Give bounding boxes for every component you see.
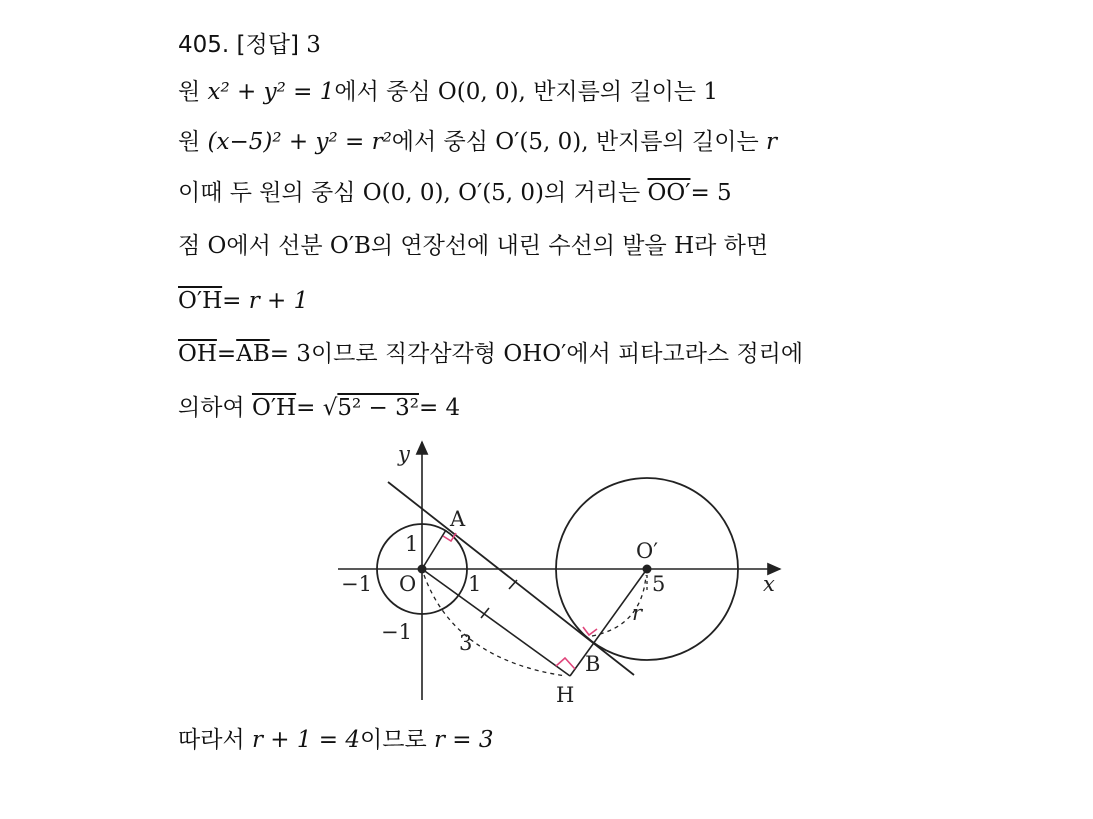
text: 원 xyxy=(178,129,201,155)
center-coordinate: O′(5, 0) xyxy=(458,180,545,206)
label-three: 3 xyxy=(459,631,473,655)
text: 에서 선분 xyxy=(226,233,323,259)
label-o: O xyxy=(399,572,417,596)
dashed-arc-3 xyxy=(424,575,566,676)
segment-label: $\overline{AB}$ xyxy=(236,341,270,367)
text: 이때 두 원의 중심 xyxy=(178,180,356,206)
equation: = r + 1 xyxy=(222,288,309,314)
segment-label: $\overline{OH}$ xyxy=(178,341,217,367)
label-one-x: 1 xyxy=(468,572,482,596)
text: 에서 중심 xyxy=(334,79,431,105)
segment-label: O′B xyxy=(329,233,371,259)
segment-label: O′H xyxy=(251,395,297,421)
text: 의 거리는 xyxy=(544,180,641,206)
text: 원 xyxy=(178,79,201,105)
result-value: = 4 xyxy=(418,395,461,421)
right-angle-b xyxy=(583,627,597,635)
label-neg-one-x: −1 xyxy=(341,572,372,596)
y-axis-label: y xyxy=(398,442,410,466)
center-coordinate: O′(5, 0), xyxy=(495,129,589,155)
text: 이므로 직각삼각형 xyxy=(310,341,496,367)
equation: r + 1 = 4 xyxy=(251,727,361,753)
final-answer: r = 3 xyxy=(434,727,494,753)
label-b: B xyxy=(585,652,601,676)
problem-number: 405. xyxy=(178,32,230,58)
label-a: A xyxy=(450,507,466,531)
point-o xyxy=(418,565,427,574)
label-h: H xyxy=(556,683,575,707)
text: 반지름의 길이는 xyxy=(595,129,759,155)
text: 의하여 xyxy=(178,395,245,421)
equals: = xyxy=(296,395,316,421)
label-r: r xyxy=(632,601,643,625)
text: 따라서 xyxy=(178,727,245,753)
segment-label: O′H xyxy=(178,288,223,314)
text: 반지름의 길이는 xyxy=(533,79,697,105)
answer-label: [정답] xyxy=(236,32,299,58)
radicand: 5² − 3² xyxy=(337,395,419,421)
segment-value: = 3 xyxy=(269,341,311,367)
text: 라 하면 xyxy=(694,233,769,259)
text: 이므로 xyxy=(360,727,427,753)
center-coordinate: O(0, 0), xyxy=(362,180,451,206)
point-label: O xyxy=(207,233,227,259)
label-five: 5 xyxy=(652,572,666,596)
point-o-prime xyxy=(643,565,652,574)
triangle-label: OHO′ xyxy=(503,341,567,367)
equal-tick-ab xyxy=(509,580,517,589)
label-one-y: 1 xyxy=(405,532,419,556)
label-o-prime: O′ xyxy=(636,539,658,563)
x-axis-label: x xyxy=(763,572,775,596)
sqrt-expression: √5² − 3² xyxy=(322,395,419,421)
circle-equation: x² + y² = 1 xyxy=(207,79,335,105)
segment-label: OO′ xyxy=(647,180,691,206)
text: 점 xyxy=(178,233,201,259)
text: 에서 중심 xyxy=(391,129,488,155)
label-neg-one-y: −1 xyxy=(381,620,412,644)
text: 에서 피타고라스 정리에 xyxy=(566,341,804,367)
text: 의 연장선에 내린 수선의 발을 xyxy=(370,233,667,259)
segment-oa xyxy=(422,530,446,569)
point-label: H xyxy=(674,233,695,259)
circle-equation: (x−5)² + y² = r² xyxy=(207,129,392,155)
segment-value: = 5 xyxy=(690,180,732,206)
radius-value: r xyxy=(766,129,777,155)
segment-oh xyxy=(422,569,570,676)
answer-value: 3 xyxy=(306,32,321,58)
center-coordinate: O(0, 0), xyxy=(437,79,526,105)
equals: = xyxy=(216,341,237,367)
radius-value: 1 xyxy=(703,79,718,105)
